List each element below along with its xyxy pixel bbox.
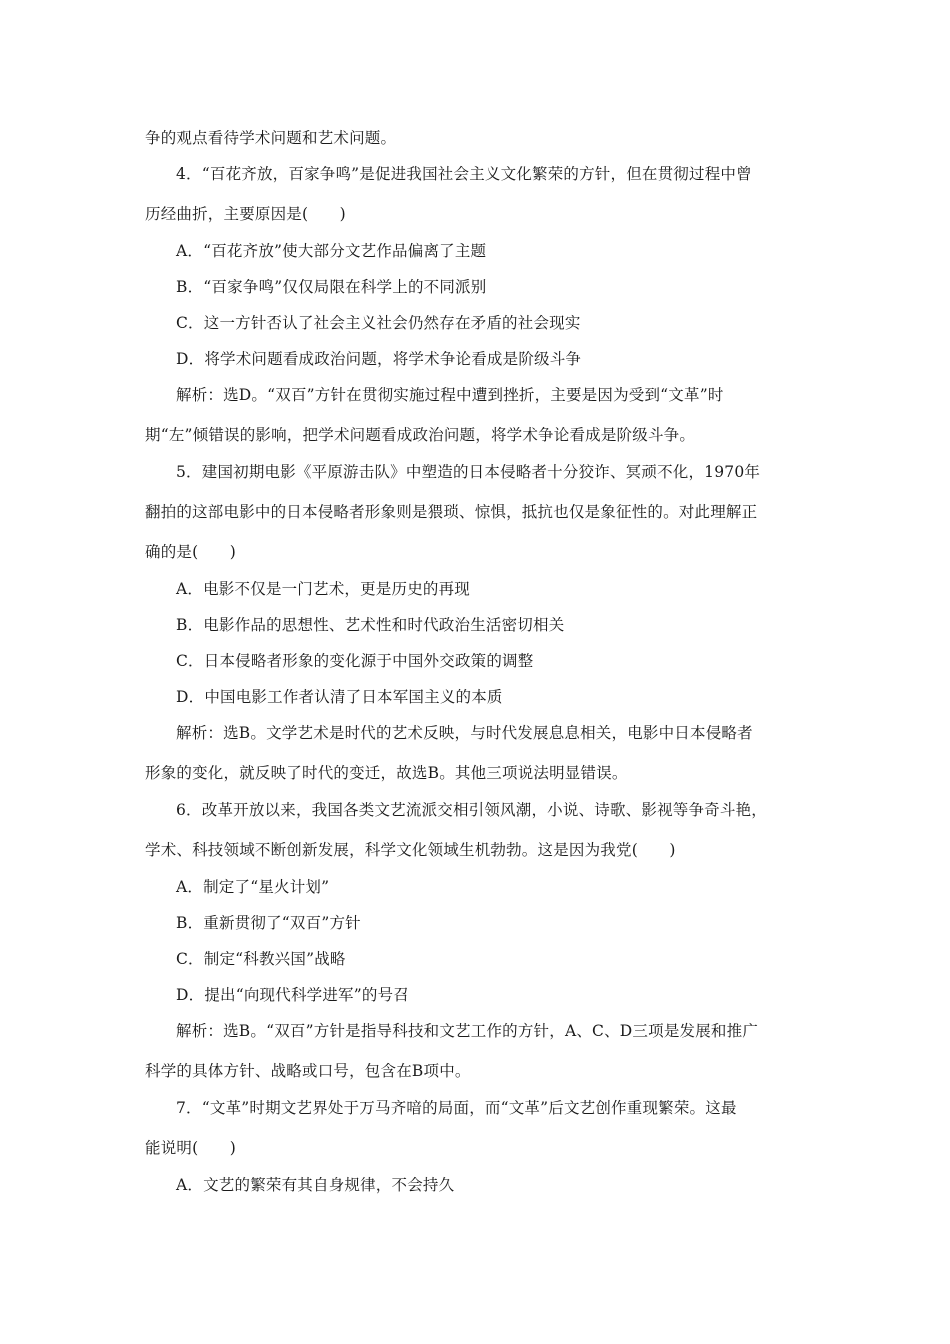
question-5-option-d: D．中国电影工作者认清了日本军国主义的本质: [176, 688, 503, 706]
question-5-option-c: C．日本侵略者形象的变化源于中国外交政策的调整: [176, 652, 534, 670]
question-5-explanation-cont: 形象的变化，就反映了时代的变迁，故选B。其他三项说法明显错误。: [145, 764, 628, 782]
question-4-stem: 4．“百花齐放，百家争鸣”是促进我国社会主义文化繁荣的方针，但在贯彻过程中曾: [176, 165, 752, 183]
question-5-option-b: B．电影作品的思想性、艺术性和时代政治生活密切相关: [176, 616, 565, 634]
question-5-stem: 5．建国初期电影《平原游击队》中塑造的日本侵略者十分狡诈、冥顽不化，1970年: [176, 463, 761, 481]
question-5-option-a: A．电影不仅是一门艺术，更是历史的再现: [176, 580, 470, 598]
question-4-stem-cont: 历经曲折，主要原因是( ): [145, 205, 346, 223]
question-4-explanation-cont: 期“左”倾错误的影响，把学术问题看成政治问题，将学术争论看成是阶级斗争。: [145, 426, 696, 444]
question-4-option-d: D．将学术问题看成政治问题，将学术争论看成是阶级斗争: [176, 350, 582, 368]
question-5-stem-cont: 翻拍的这部电影中的日本侵略者形象则是猥琐、惊惧，抵抗也仅是象征性的。对此理解正: [145, 503, 758, 521]
question-4-option-a: A．“百花齐放”使大部分文艺作品偏离了主题: [176, 242, 487, 260]
question-7-stem-cont: 能说明( ): [145, 1139, 236, 1157]
question-6-option-b: B．重新贯彻了“双百”方针: [176, 914, 361, 932]
question-6-option-c: C．制定“科教兴国”战略: [176, 950, 346, 968]
text-line: 争的观点看待学术问题和艺术问题。: [145, 129, 397, 147]
question-4-explanation: 解析：选D。“双百”方针在贯彻实施过程中遭到挫折，主要是因为受到“文革”时: [176, 386, 724, 404]
question-4-option-c: C．这一方针否认了社会主义社会仍然存在矛盾的社会现实: [176, 314, 581, 332]
question-7-stem: 7．“文革”时期文艺界处于万马齐喑的局面，而“文革”后文艺创作重现繁荣。这最: [176, 1099, 737, 1117]
question-6-stem-cont: 学术、科技领域不断创新发展，科学文化领域生机勃勃。这是因为我党( ): [145, 841, 676, 859]
question-5-stem-cont: 确的是( ): [145, 543, 236, 561]
question-6-option-d: D．提出“向现代科学进军”的号召: [176, 986, 409, 1004]
question-6-explanation: 解析：选B。“双百”方针是指导科技和文艺工作的方针，A、C、D三项是发展和推广: [176, 1022, 759, 1040]
question-7-option-a: A．文艺的繁荣有其自身规律，不会持久: [176, 1176, 455, 1194]
question-6-explanation-cont: 科学的具体方针、战略或口号，包含在B项中。: [145, 1062, 471, 1080]
question-4-option-b: B．“百家争鸣”仅仅局限在科学上的不同派别: [176, 278, 487, 296]
question-6-stem: 6．改革开放以来，我国各类文艺流派交相引领风潮，小说、诗歌、影视等争奇斗艳，: [176, 801, 767, 819]
question-6-option-a: A．制定了“星火计划”: [176, 878, 330, 896]
question-5-explanation: 解析：选B。文学艺术是时代的艺术反映，与时代发展息息相关，电影中日本侵略者: [176, 724, 753, 742]
